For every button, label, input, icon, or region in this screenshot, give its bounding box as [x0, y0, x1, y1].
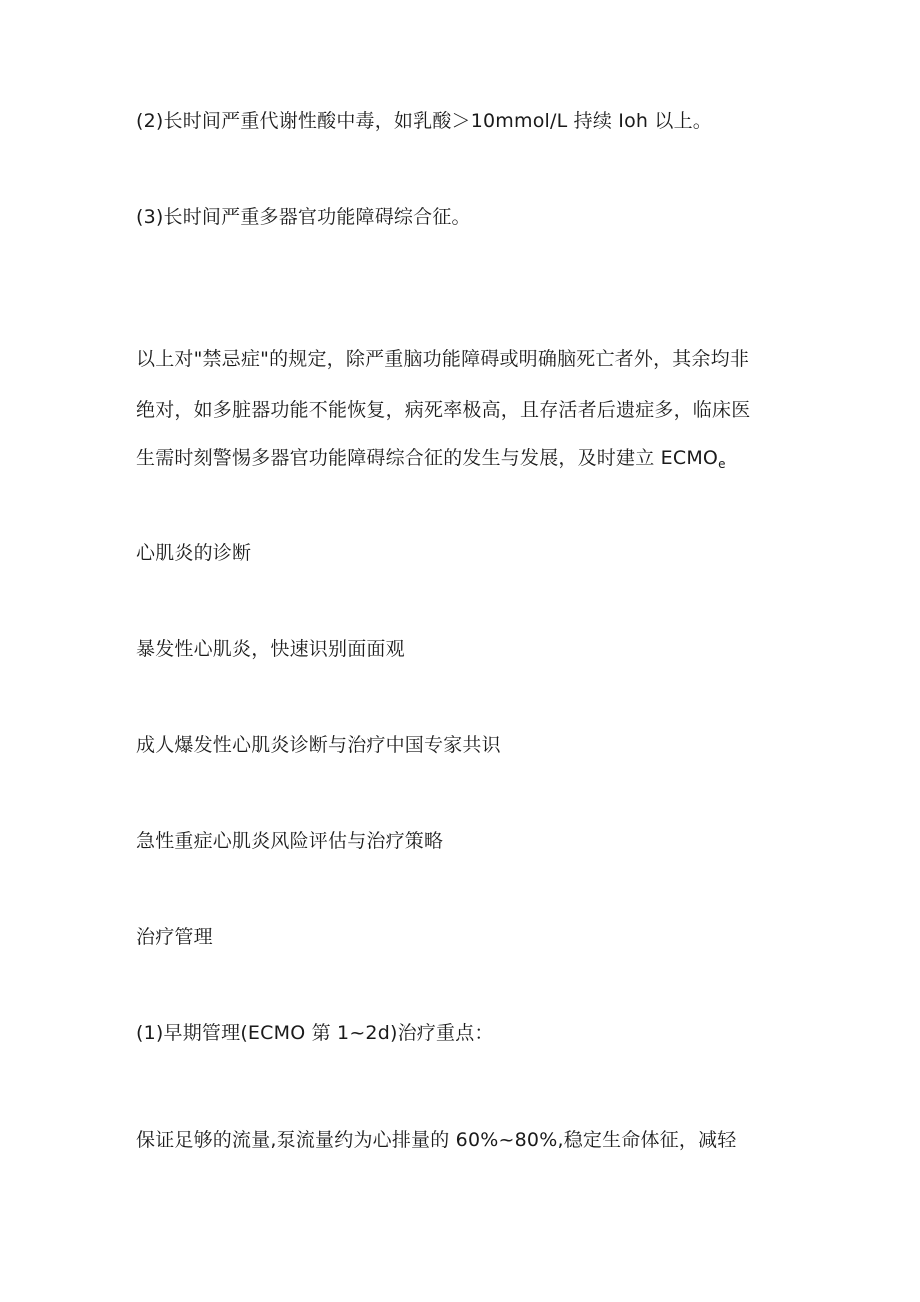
note-line-3-subscript: e — [718, 457, 726, 471]
contraindication-item-2: (2)长时间严重代谢性酸中毒，如乳酸＞10mmol/L 持续 Ioh 以上。 — [136, 110, 712, 132]
note-paragraph-line-3 — [136, 444, 726, 478]
early-management-heading: (1)早期管理(ECMO 第 1~2d)治疗重点： — [136, 1022, 494, 1044]
note-line-3-text: 生需时刻警惕多器官功能障碍综合征的发生与发展，及时建立 ECMO — [136, 447, 719, 469]
note-paragraph-line-1: 以上对"禁忌症"的规定，除严重脑功能障碍或明确脑死亡者外，其余均非 — [136, 348, 750, 370]
reference-title-1: 暴发性心肌炎，快速识别面面观 — [136, 638, 405, 660]
section-heading-treatment: 治疗管理 — [136, 926, 213, 948]
flow-guidance-text: 保证足够的流量,泵流量约为心排量的 60%~80%,稳定生命体征，减轻 — [136, 1129, 737, 1151]
reference-title-3: 急性重症心肌炎风险评估与治疗策略 — [136, 830, 444, 852]
reference-title-2: 成人爆发性心肌炎诊断与治疗中国专家共识 — [136, 734, 501, 756]
section-heading-diagnosis: 心肌炎的诊断 — [136, 542, 252, 564]
note-paragraph-line-2: 绝对，如多脏器功能不能恢复，病死率极高，且存活者后遗症多，临床医 — [136, 399, 751, 421]
contraindication-item-3: (3)长时间严重多器官功能障碍综合征。 — [136, 206, 471, 228]
